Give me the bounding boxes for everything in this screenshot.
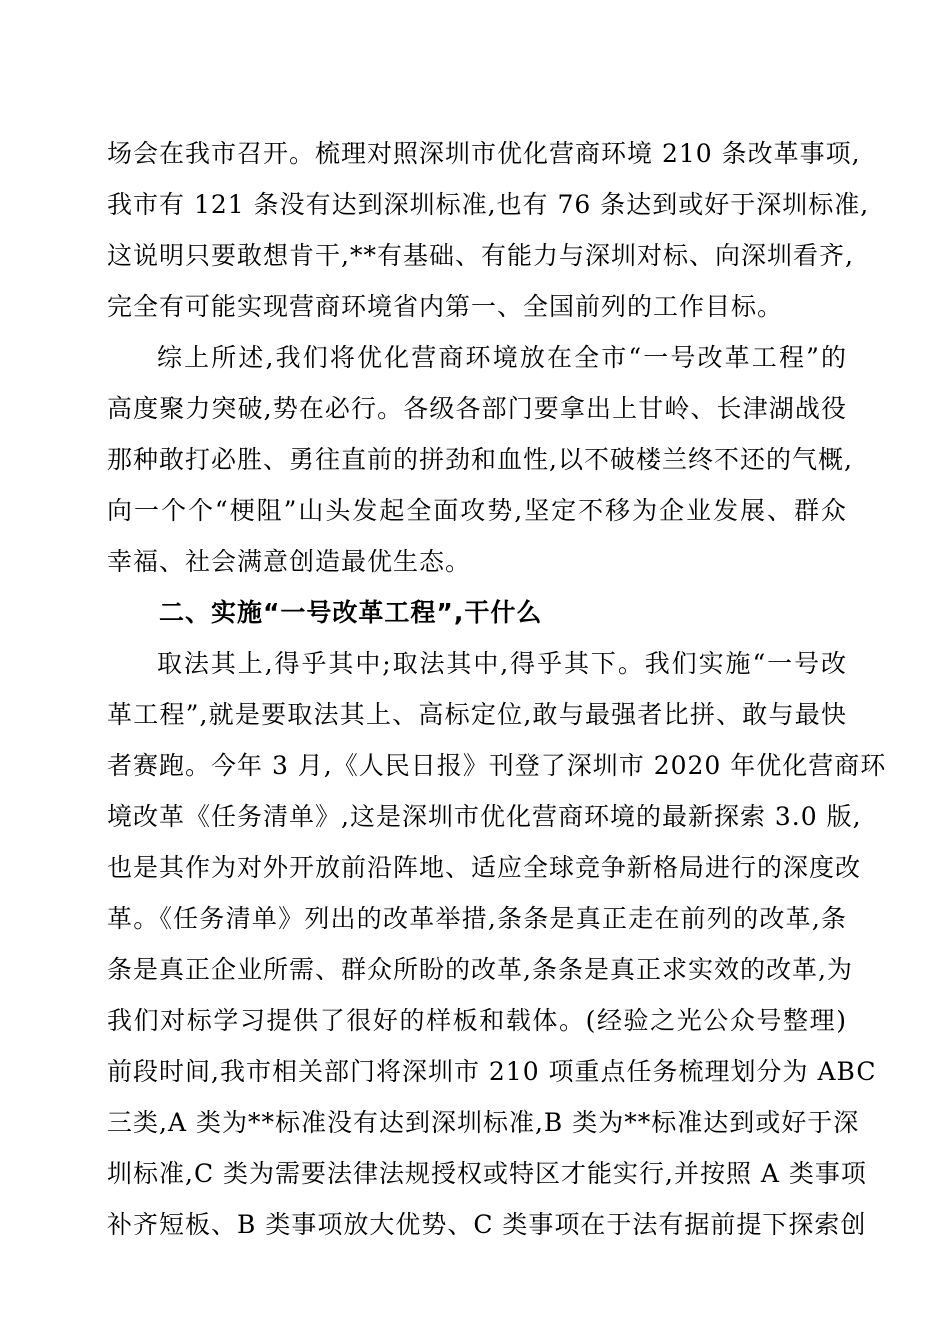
paragraph-line: 革。《任务清单》列出的改革举措,条条是真正走在前列的改革,条 xyxy=(107,904,847,933)
paragraph-line: 幸福、社会满意创造最优生态。 xyxy=(107,547,472,576)
paragraph-line: 条是真正企业所需、群众所盼的改革,条条是真正求实效的改革,为 xyxy=(107,955,853,984)
paragraph-line: 我们对标学习提供了很好的样板和载体。(经验之光公众号整理) xyxy=(107,1006,847,1035)
paragraph-line: 那种敢打必胜、勇往直前的拼劲和血性,以不破楼兰终不还的气概, xyxy=(107,445,853,474)
paragraph-line: 圳标准,C 类为需要法律法规授权或特区才能实行,并按照 A 类事项 xyxy=(107,1159,867,1188)
paragraph-line: 我市有 121 条没有达到深圳标准,也有 76 条达到或好于深圳标准, xyxy=(107,190,870,219)
paragraph-line: 革工程”,就是要取法其上、高标定位,敢与最强者比拼、敢与最快 xyxy=(107,700,847,729)
paragraph-line: 这说明只要敢想肯干,**有基础、有能力与深圳对标、向深圳看齐, xyxy=(107,241,854,270)
paragraph-line: 高度聚力突破,势在必行。各级各部门要拿出上甘岭、长津湖战役 xyxy=(107,394,847,423)
paragraph-line: 境改革《任务清单》,这是深圳市优化营商环境的最新探索 3.0 版, xyxy=(107,802,862,831)
paragraph-line: 者赛跑。今年 3 月,《人民日报》刊登了深圳市 2020 年优化营商环 xyxy=(107,751,887,780)
paragraph-line: 前段时间,我市相关部门将深圳市 210 项重点任务梳理划分为 ABC xyxy=(107,1057,877,1086)
section-heading: 二、实施“一号改革工程”,干什么 xyxy=(159,598,543,627)
paragraph-line: 综上所述,我们将优化营商环境放在全市“一号改革工程”的 xyxy=(157,343,847,372)
paragraph-line: 场会在我市召开。梳理对照深圳市优化营商环境 210 条改革事项, xyxy=(107,139,861,168)
paragraph-line: 三类,A 类为**标准没有达到深圳标准,B 类为**标准达到或好于深 xyxy=(107,1108,860,1137)
document-body xyxy=(107,128,887,1250)
paragraph-line: 取法其上,得乎其中;取法其中,得乎其下。我们实施“一号改 xyxy=(157,649,847,678)
paragraph-line: 补齐短板、B 类事项放大优势、C 类事项在于法有据前提下探索创 xyxy=(107,1210,867,1239)
paragraph-line: 也是其作为对外开放前沿阵地、适应全球竞争新格局进行的深度改 xyxy=(107,853,862,882)
paragraph-line: 完全有可能实现营商环境省内第一、全国前列的工作目标。 xyxy=(107,292,784,321)
paragraph-line: 向一个个“梗阻”山头发起全面攻势,坚定不移为企业发展、群众 xyxy=(107,496,847,525)
